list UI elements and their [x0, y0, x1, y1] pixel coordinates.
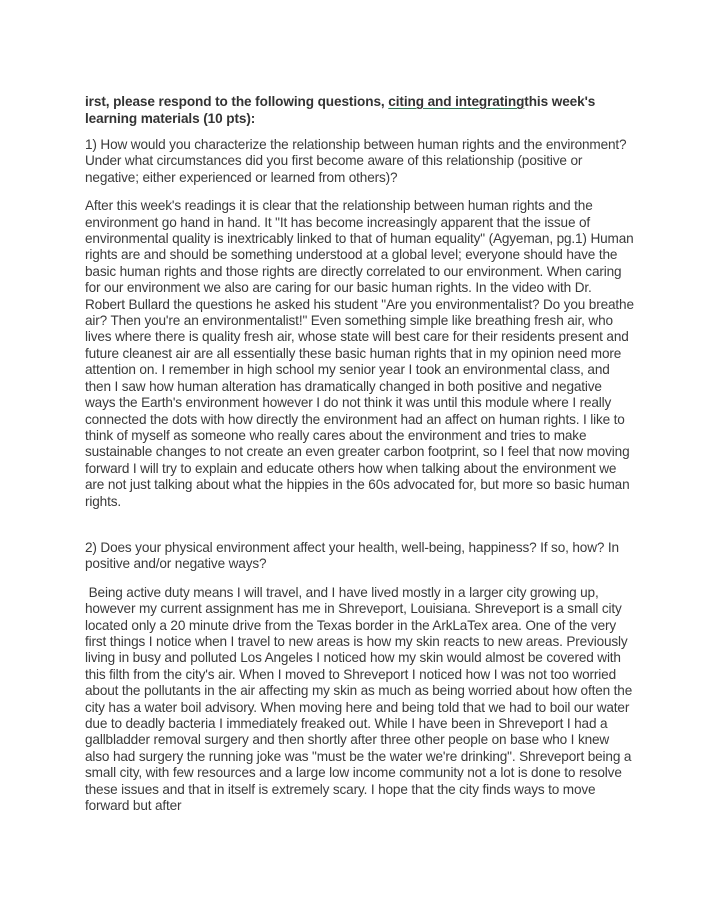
question-2: 2) Does your physical environment affect your health, well-being, happiness? If so, how? In positive and/or negative ways? [85, 539, 619, 572]
document-page [85, 93, 635, 814]
assignment-heading [85, 93, 635, 127]
answer-2: Being active duty means I will travel, and I have lived mostly in a larger city growing up, however my current assignment has me in Shreveport, Louisiana. Shreveport is a small city located only a 20 minute drive from the Texas border in the ArkLaTex area. One of the very first things I notice when I travel to new areas is how my skin reacts to new areas. Previously living in busy and polluted Los Angeles I noticed how my skin would almost be covered with this filth from the city's air. When I moved to Shreveport I noticed how I was not too worried about the pollutants in the air affecting my skin as much as being worried about how often the city has a water boil advisory. When moving here and being told that we had to boil our water due to deadly bacteria I immediately freaked out. While I have been in Shreveport I had a gallbladder removal surgery and then shortly after three other people on base who I knew also had surgery the running joke was "must be the water we're drinking". Shreveport being a small city, with few resources and a large low income community not a lot is done to resolve these issues and that in itself is extremely scary. I hope that the city finds ways to move forward but after [85, 584, 636, 814]
question-1: 1) How would you characterize the relationship between human rights and the environment? Under what circumstances did you first become aware of this relationship (positive or negative; either experienced or learned from others)? [85, 137, 627, 185]
answer-1: After this week's readings it is clear that the relationship between human rights and the environment go hand in hand. It "It has become increasingly apparent that the issue of environmental quality is inextricably linked to that of human equality" (Agyeman, pg.1) Human rights are and should be something understood at a global level; everyone should have the basic human rights and those rights are directly correlated to our environment. When caring for our environment we also are caring for our basic human rights. In the video with Dr. Robert Bullard the questions he asked his student "Are you environmentalist? Do you breathe air? Then you're an environmentalist!" Even something simple like breathing fresh air, who lives where there is quality fresh air, whose state will best care for their residents present and future cleanest air are all essentially these basic human rights that in my opinion need more attention on. I remember in high school my senior year I took an environmental class, and then I saw how human alteration has dramatically changed in both positive and negative ways the Earth's environment however I do not think it was until this module where I really connected the dots with how directly the environment had an affect on human rights. I like to think of myself as someone who really cares about the environment and tries to make sustainable changes to not create an even greater carbon footprint, so I feel that now moving forward I will try to explain and educate others how when talking about the environment we are not just talking about what the hippies in the 60s advocated for, but more so basic human rights. [85, 198, 634, 509]
heading-suffix: this week's learning materials (10 pts): [85, 94, 596, 126]
heading-prefix: irst, please respond to the following questions, [85, 94, 389, 109]
heading-link[interactable]: citing and integrating [388, 94, 525, 109]
